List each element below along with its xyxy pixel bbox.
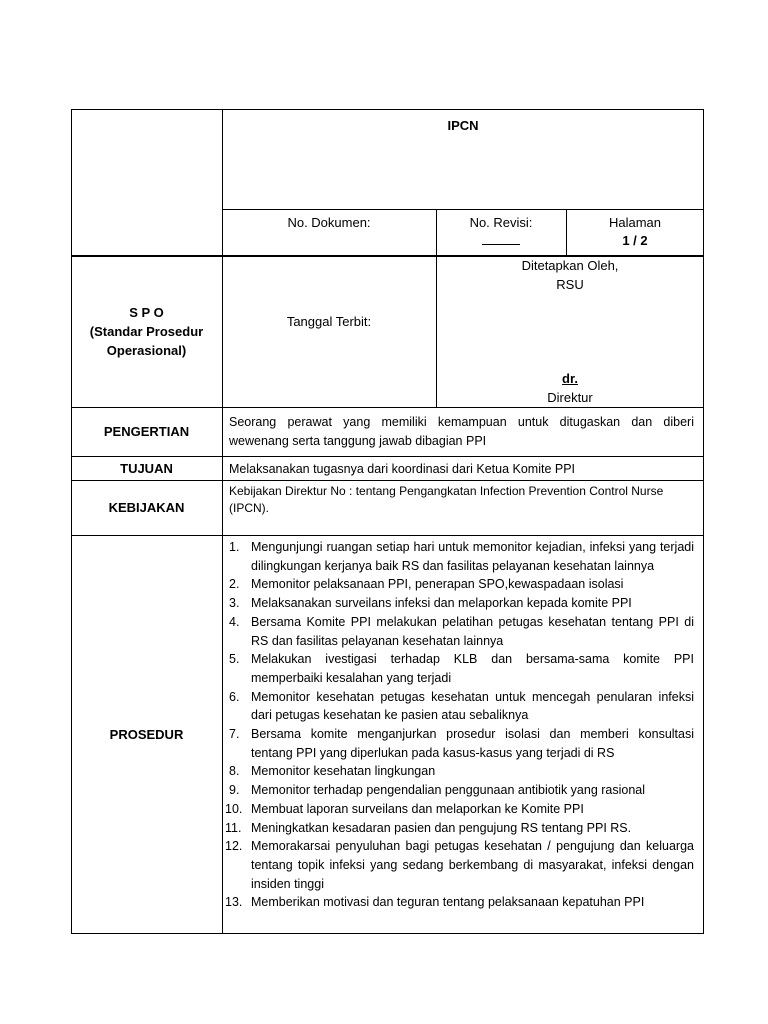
no-dokumen-label: No. Dokumen:	[287, 215, 371, 230]
direktur-label: Direktur	[547, 390, 593, 405]
list-item: 13. Memberikan motivasi dan teguran tentang pelaksanaan kepatuhan PPI	[225, 895, 645, 910]
spo-heading-line3: Operasional)	[106, 343, 187, 358]
row-divider-spo	[71, 407, 704, 408]
no-revisi-blank	[436, 232, 566, 250]
list-item: 2. Memonitor pelaksanaan PPI, penerapan SPO,kewaspadaan isolasi	[229, 577, 624, 592]
pengertian-label: PENGERTIAN	[103, 424, 190, 439]
list-item: 6. Memonitor kesehatan petugas kesehatan untuk mencegah penularan infeksi dari petugas kesehatan ke pasien atau sebaliknya	[229, 689, 694, 723]
document-title: IPCN	[447, 118, 479, 133]
rsu-label: RSU	[556, 277, 584, 292]
row-divider-kebijakan	[71, 535, 704, 536]
signatory-title: dr.	[562, 371, 578, 386]
list-item: 9. Memonitor terhadap pengendalian penggunaan antibiotik yang rasional	[229, 783, 646, 798]
list-item: 11. Meningkatkan kesadaran pasien dan pengujung RS tentang PPI RS.	[225, 820, 632, 835]
ditetapkan-label: Ditetapkan Oleh,	[521, 258, 619, 273]
list-item: 8. Memonitor kesehatan lingkungan	[229, 764, 436, 779]
kebijakan-text: Kebijakan Direktur No : tentang Pengangkatan Infection Prevention Control Nurse (IPCN).	[229, 484, 664, 515]
list-item: 4. Bersama Komite PPI melakukan pelatihan petugas kesehatan tentang PPI di RS dan fasilitas pelayanan kesehatan lainnya	[229, 614, 694, 648]
row-divider-pengertian	[71, 456, 704, 457]
no-revisi-label: No. Revisi:	[469, 215, 533, 230]
list-item: 5. Melakukan ivestigasi terhadap KLB dan bersama-sama komite PPI memperbaiki kesalahan yang terjadi	[229, 652, 694, 685]
halaman-value: 1 / 2	[622, 233, 648, 248]
kebijakan-label: KEBIJAKAN	[108, 500, 185, 515]
list-item: 7. Bersama komite menganjurkan prosedur isolasi dan memberi konsultasi tentang PPI yang diperlukan pada kasus-kasus yang terjadi di RS	[229, 727, 694, 760]
list-item: 3. Melaksanakan surveilans infeksi dan melaporkan kepada komite PPI	[229, 596, 632, 611]
tanggal-terbit-label: Tanggal Terbit:	[286, 314, 372, 329]
tujuan-text: Melaksanakan tugasnya dari koordinasi dari Ketua Komite PPI	[229, 462, 576, 476]
tujuan-label: TUJUAN	[120, 461, 173, 476]
prosedur-list	[225, 538, 694, 912]
list-item: 1. Mengunjungi ruangan setiap hari untuk memonitor kejadian, infeksi yang terjadi dilingkungan kerjanya baik RS dan fasilitas pelayanan kesehatan lainnya	[229, 540, 694, 573]
spo-heading: S P O	[129, 305, 164, 320]
spo-heading-line2: (Standar Prosedur	[89, 324, 204, 339]
pengertian-text: Seorang perawat yang memiliki kemampuan untuk ditugaskan dan diberi wewenang serta tanggung jawab dibagian PPI	[229, 415, 694, 448]
halaman-label: Halaman	[608, 215, 662, 230]
header-divider	[222, 209, 704, 210]
column-divider	[222, 109, 223, 934]
row-divider-tujuan	[71, 480, 704, 481]
list-item: 10. Membuat laporan surveilans dan melaporkan ke Komite PPI	[225, 801, 584, 816]
prosedur-label: PROSEDUR	[109, 727, 184, 742]
list-item: 12. Memorakarsai penyuluhan bagi petugas kesehatan / pengujung dan keluarga tentang topik infeksi yang sedang berkembang di masyarakat, infeksi dengan insiden tinggi	[225, 839, 694, 891]
